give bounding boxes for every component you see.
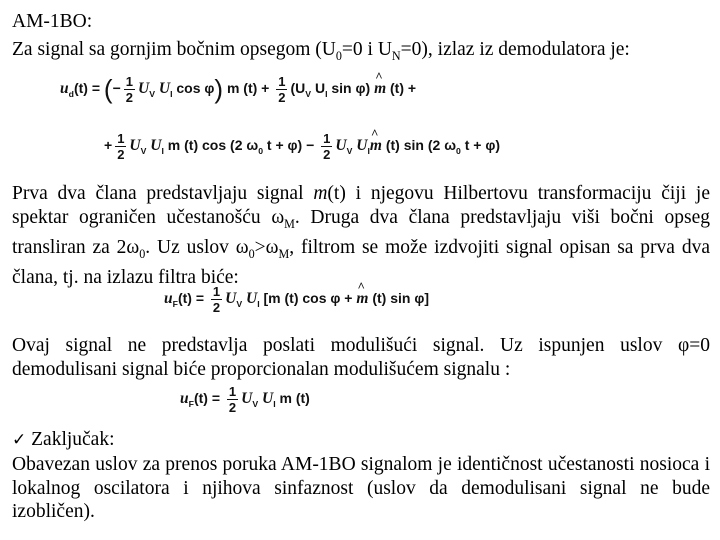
heading: AM-1BO: (12, 11, 93, 32)
checkmark-icon: ✓ (12, 430, 27, 450)
conclusion-heading: ✓ Zaključak: (12, 429, 115, 450)
equation-demodulator-output-line1: $u_d(t)$ = (− $\frac{1}{2}$ $U_V$ $U_I$ cos φ) m (t) + $\frac{1}{2}$ ($U_V$ $U_I$ sin φ) ^ m (t) + (60, 74, 416, 105)
equation-demodulator-output-line2: + $\frac{1}{2}$ $U_V$ $U_I$ m (t) cos (2 $\omega_0$ t + φ) − $\frac{1}{2}$ $U_V$ $U_I\^{}$ m (t) sin (2 $\omega_0$ t + φ) (104, 131, 500, 162)
paragraph-condition: Ovaj signal ne predstavlja poslati modulišući signal. Uz ispunjen uslov φ=0 demodulisani signal biće proporcionalan modulišućem signalu : (12, 335, 710, 380)
paragraph-explanation: Prva dva člana predstavljaju signal m(t) i njegovu Hilbertovu transformaciju čiji je spektar ograničen učestanošću $\omega_M$. Druga dva člana predstavljaju viši bočni opseg transliran za $2\omega_0$. Uz uslov $\omega_0>\omega_M$, filtrom se može izdvojiti signal opisan sa prva dva člana, tj. na izlazu filtra biće: (12, 183, 710, 289)
equation-demodulated-signal: $u_F(t)$ = $\frac{1}{2}$ $U_V$ $U_I$ m (t) (180, 384, 310, 415)
conclusion-text: Obavezan uslov za prenos poruka AM-1BO signalom je identičnost učestanosti nosioca i lokalnog oscilatora i njihova sinfaznost (uslov da demodulisani signal ne bude izobličen). (12, 454, 710, 522)
equation-filter-output: $u_F(t)$ = $\frac{1}{2}$ $U_V$ $U_I$ [m (t) cos φ + ^ m (t) sin φ] (164, 284, 429, 315)
intro-line: Za signal sa gornjim bočnim opsegom ($U_0=0$ i $U_N=0$), izlaz iz demodulatora je: (12, 39, 630, 63)
